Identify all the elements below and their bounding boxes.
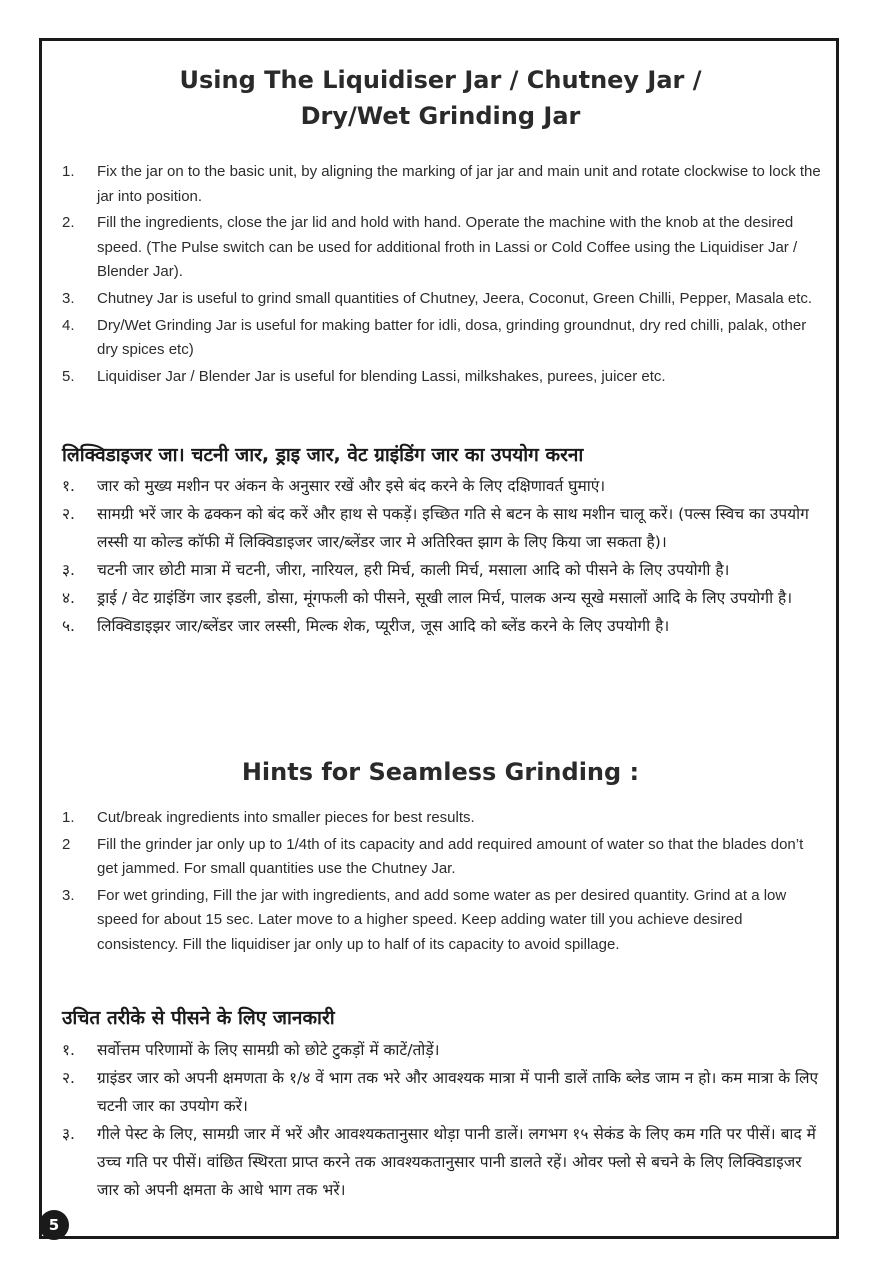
section2-title: Hints for Seamless Grinding :: [241, 758, 640, 786]
page-number-badge: 5: [39, 1210, 69, 1240]
section1-hindi-heading: लिक्विडाइजर जा। चटनी जार, ड्राइ जार, वेट ग्राइंडिंग जार का उपयोग करना: [62, 444, 584, 466]
list-item: २. ग्राइंडर जार को अपनी क्षमणता के १/४ वें भाग तक भरे और आवश्यक मात्रा में पानी डालें ताकि ब्लेड जाम न हो। कम मात्रा के लिए चटनी जार का उपयोग करें।: [62, 1069, 819, 1115]
section2-hindi-list: [62, 1036, 822, 1204]
section1-list: [62, 160, 822, 391]
section1-hindi-list: [62, 472, 822, 640]
list-item: ५. लिक्विडाइझर जार/ब्लेंडर जार लस्सी, मिल्क शेक, प्यूरीज, जूस आदि को ब्लेंड करने के लिए उपयोगी है।: [62, 617, 670, 635]
section1-title-line2: Dry/Wet Grinding Jar: [300, 102, 581, 130]
list-item: २. सामग्री भरें जार के ढक्कन को बंद करें और हाथ से पकड़ें। इच्छित गति से बटन के साथ मशीन चालू करें। (पल्स स्विच का उपयोग लस्सी या कोल्ड कॉफी में लिक्विडाइजर जार/ब्लेंडर जार मे अतिरिक्त झाग के लिए किया जा सकता है)।: [62, 505, 809, 551]
list-item: 2 Fill the grinder jar only up to 1/4th of its capacity and add required amount of water so that the blades don’t get jammed. For small quantities use the Chutney Jar.: [62, 835, 804, 878]
list-item: 3. For wet grinding, Fill the jar with ingredients, and add some water as per desired quantity. Grind at a low speed for about 15 sec. Later move to a higher speed. Keep adding water till you achieve desired consistency. Fill the liquidiser jar only up to half of its capacity to avoid spillage.: [62, 886, 787, 953]
section2-list: [62, 806, 822, 960]
list-item: 5. Liquidiser Jar / Blender Jar is useful for blending Lassi, milkshakes, purees, juicer etc.: [62, 367, 666, 385]
section1-title-line1: Using The Liquidiser Jar / Chutney Jar /: [179, 66, 702, 94]
list-item: ३. चटनी जार छोटी मात्रा में चटनी, जीरा, नारियल, हरी मिर्च, काली मिर्च, मसाला आदि को पीसने के लिए उपयोगी है।: [62, 561, 730, 579]
list-item: 3. Chutney Jar is useful to grind small quantities of Chutney, Jeera, Coconut, Green Chilli, Pepper, Masala etc.: [62, 289, 813, 307]
list-item: 4. Dry/Wet Grinding Jar is useful for making batter for idli, dosa, grinding groundnut, dry red chilli, palak, other dry spices etc): [62, 316, 807, 359]
list-item: १. जार को मुख्य मशीन पर अंकन के अनुसार रखें और इसे बंद करने के लिए दक्षिणावर्त घुमाएं।: [62, 477, 606, 495]
section2-hindi-heading: उचित तरीके से पीसने के लिए जानकारी: [62, 1007, 335, 1029]
list-item: ४. ड्राई / वेट ग्राइंडिंग जार इडली, डोसा, मूंगफली को पीसने, सूखी लाल मिर्च, पालक अन्य सूखे मसालों आदि के लिए उपयोगी है।: [62, 589, 793, 607]
list-item: १. सर्वोत्तम परिणामों के लिए सामग्री को छोटे टुकड़ों में काटें/तोड़ें।: [62, 1041, 440, 1059]
list-item: 1. Fix the jar on to the basic unit, by aligning the marking of jar jar and main unit and rotate clockwise to lock the jar into position.: [62, 163, 821, 205]
list-item: ३. गीले पेस्ट के लिए, सामग्री जार में भरें और आवश्यकतानुसार थोड़ा पानी डालें। लगभग १५ सेकंड के लिए कम गति पर पीसें। बाद में उच्च गति पर पीसें। वांछित स्थिरता प्राप्त करने तक आवश्यकतानुसार पानी डालते रहें। ओवर फ्लो से बचने के लिए लिक्विडाइजर जार को अपनी क्षमता के आधे भाग तक भरें।: [62, 1125, 816, 1199]
list-item: 1. Cut/break ingredients into smaller pieces for best results.: [62, 809, 475, 826]
list-item: 2. Fill the ingredients, close the jar lid and hold with hand. Operate the machine with the knob at the desired speed. (The Pulse switch can be used for additional froth in Lassi or Cold Coffee using the Liquidiser Jar / Blender Jar).: [62, 214, 798, 281]
